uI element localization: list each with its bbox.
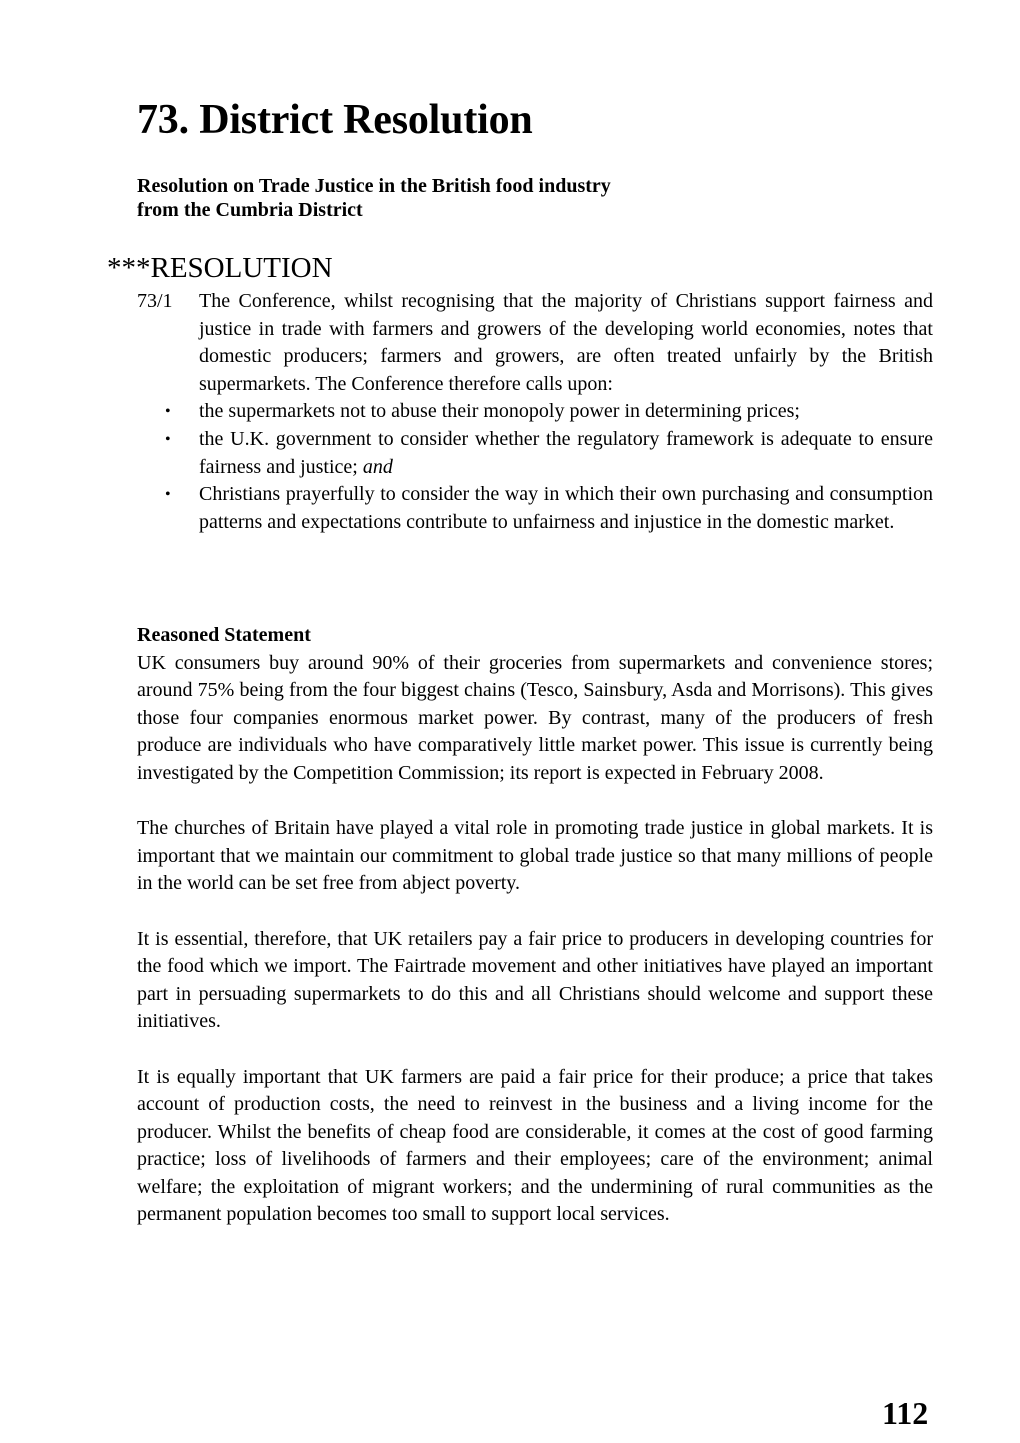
resolution-heading: ***RESOLUTION [107, 252, 333, 284]
subtitle [137, 174, 611, 222]
reasoned-paragraph: It is essential, therefore, that UK retailers pay a fair price to producers in developing countries for the food which we import. The Fairtrade movement and other initiatives have played an important part in persuading supermarkets to do this and all Christians should welcome and support these initiatives. [137, 927, 933, 1033]
bullet-text: the supermarkets not to abuse their monopoly power in determining prices; [199, 400, 800, 423]
reasoned-paragraph: The churches of Britain have played a vital role in promoting trade justice in global markets. It is important that we maintain our commitment to global trade justice so that many millions of people in the world can be set free from abject poverty. [137, 817, 933, 895]
resolution-intro: The Conference, whilst recognising that the majority of Christians support fairness and justice in trade with farmers and growers of the developing world economies, notes that domestic producers; farmers and growers, are often treated unfairly by the British supermarkets. The Conference therefore calls upon: [199, 290, 933, 395]
reasoned-paragraph: UK consumers buy around 90% of their groceries from supermarkets and convenience stores; around 75% being from the four biggest chains (Tesco, Sainsbury, Asda and Morrisons). This gives those four companies enormous market power. By contrast, many of the producers of fresh produce are individuals who have comparatively little market power. This issue is currently being investigated by the Competition Commission; its report is expected in February 2008. [137, 651, 933, 784]
resolution-bullet-item [165, 398, 933, 426]
page-number: 112 [882, 1395, 929, 1431]
bullet-text: the U.K. government to consider whether the regulatory framework is adequate to ensure fairness and justice; [199, 427, 933, 478]
page-title: 73. District Resolution [137, 97, 533, 143]
resolution-body [165, 288, 933, 536]
bullet-icon: • [165, 430, 171, 448]
resolution-bullet-item [165, 426, 933, 481]
reasoned-statement-heading: Reasoned Statement [137, 624, 311, 646]
bullet-icon: • [165, 403, 171, 421]
resolution-bullet-item [165, 481, 933, 536]
bullet-icon: • [165, 486, 171, 504]
subtitle-line-2: from the Cumbria District [137, 199, 363, 221]
reasoned-statement [137, 622, 933, 1257]
resolution-number: 73/1 [137, 290, 173, 312]
bullet-text-emphasis: and [362, 455, 393, 478]
reasoned-paragraph: It is equally important that UK farmers are paid a fair price for their produce; a price that takes account of production costs, the need to reinvest in the business and a living income for the producer. Whilst the benefits of cheap food are considerable, it comes at the cost of good farming practice; loss of livelihoods of farmers and their employees; care of the environment; animal welfare; the exploitation of migrant workers; and the undermining of rural communities as the permanent population becomes too small to support local services. [137, 1065, 933, 1226]
subtitle-line-1: Resolution on Trade Justice in the British food industry [137, 175, 611, 197]
bullet-text: Christians prayerfully to consider the way in which their own purchasing and consumption patterns and expectations contribute to unfairness and injustice in the domestic market. [199, 483, 933, 533]
resolution-bullets [165, 398, 933, 536]
